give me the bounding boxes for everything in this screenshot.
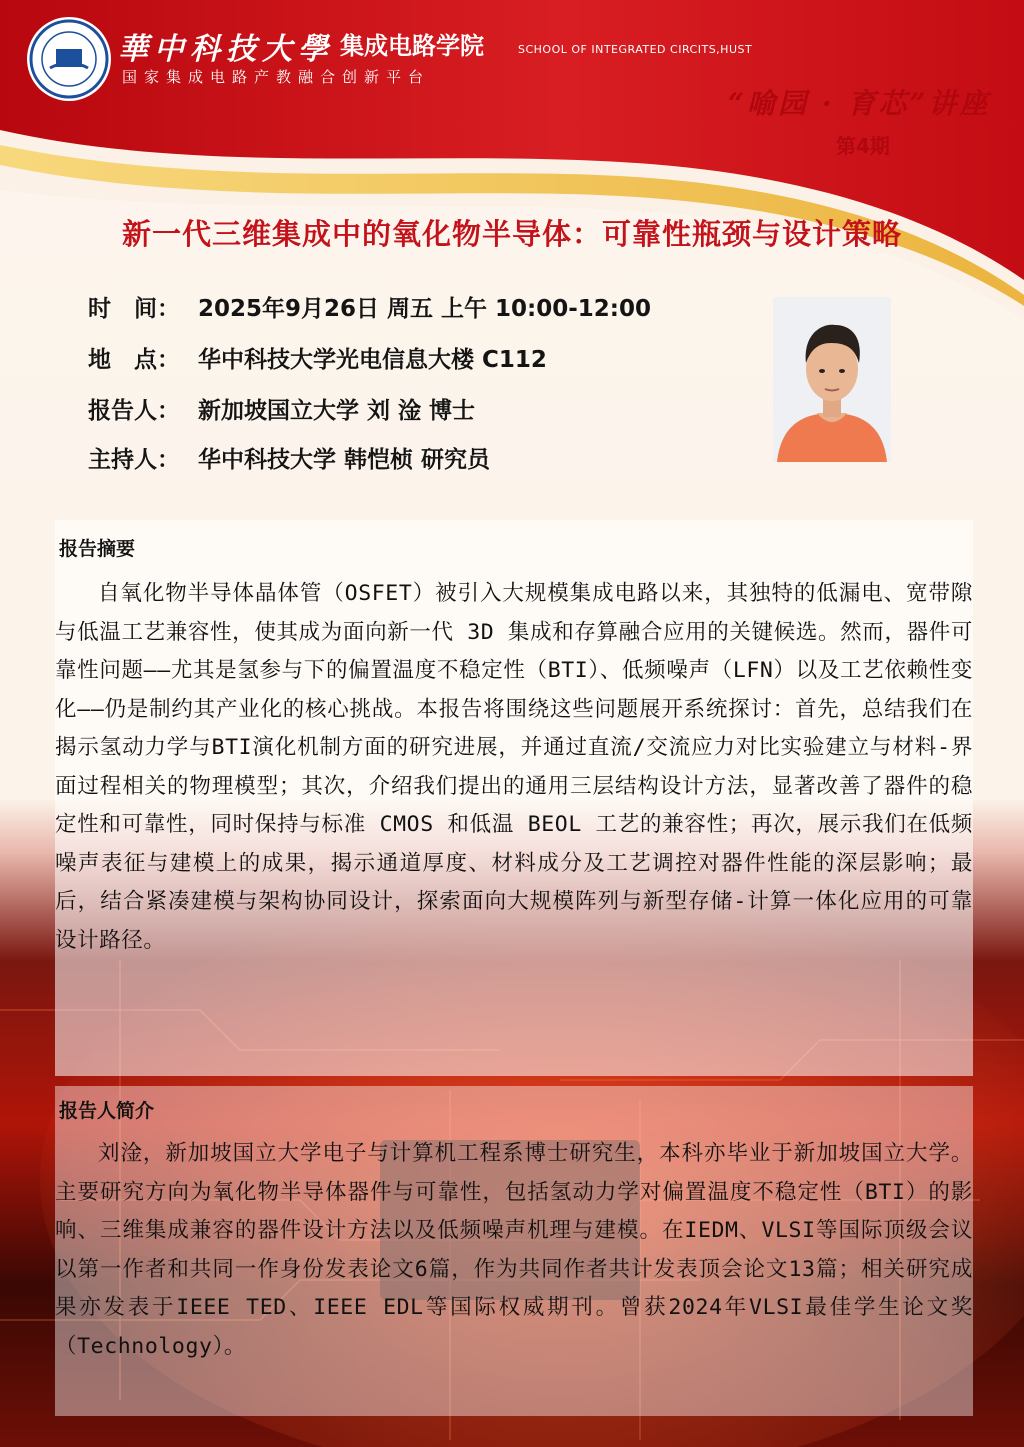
speaker-value: 新加坡国立大学 刘 淦 博士 [198, 398, 476, 424]
bio-heading: 报告人简介 [59, 1100, 155, 1122]
speaker-photo [773, 297, 891, 462]
abstract-text: 自氧化物半导体晶体管（OSFET）被引入大规模集成电路以来，其独特的低漏电、宽带隙与低温工艺兼容性，使其成为面向新一代 3D 集成和存算融合应用的关键候选。然而，器件可靠性问题——尤其是氢参与下的偏置温度不稳定性（BTI）、低频噪声（LFN）以及工艺依赖性变化——仍是制约其产业化的核心挑战。本报告将围绕这些问题展开系统探讨：首先，总结我们在揭示氢动力学与BTI演化机制方面的研究进展，并通过直流/交流应力对比实验建立与材料-界面过程相关的物理模型；其次，介绍我们提出的通用三层结构设计方法，显著改善了器件的稳定性和可靠性，同时保持与标准 CMOS 和低温 BEOL 工艺的兼容性；再次，展示我们在低频噪声表征与建模上的成果，揭示通道厚度、材料成分及工艺调控对器件性能的深层影响；最后，结合紧凑建模与架构协同设计，探索面向大规模阵列与新型存储-计算一体化应用的可靠设计路径。 [55, 581, 973, 953]
place-value: 华中科技大学光电信息大楼 C112 [198, 347, 547, 373]
bio-section [55, 1086, 973, 1416]
abstract-section [55, 520, 973, 1076]
place-row [88, 341, 547, 374]
place-label: 地 点： [88, 347, 180, 373]
time-value: 2025年9月26日 周五 上午 10:00-12:00 [198, 296, 652, 322]
lecture-series: “喻园 · 育芯”讲座 [728, 87, 991, 120]
platform-name: 国家集成电路产教融合创新平台 [122, 68, 431, 86]
school-name: 華中科技大學 [118, 32, 334, 67]
speaker-label: 报告人： [88, 398, 180, 424]
bio-text: 刘淦，新加坡国立大学电子与计算机工程系博士研究生，本科亦毕业于新加坡国立大学。主要研究方向为氧化物半导体器件与可靠性，包括氢动力学对偏置温度不稳定性（BTI）的影响、三维集成兼容的器件设计方法以及低频噪声机理与建模。在IEDM、VLSI等国际顶级会议以第一作者和共同一作身份发表论文6篇，作为共同作者共计发表顶会论文13篇；相关研究成果亦发表于IEEE TED、IEEE EDL等国际权威期刊。曾获2024年VLSI最佳学生论文奖（Technology）。 [55, 1141, 973, 1359]
hust-logo [26, 16, 112, 102]
speaker-row [88, 392, 475, 425]
issue-number: 第4期 [836, 134, 890, 158]
institute-name-en: SCHOOL OF INTEGRATED CIRCITS,HUST [518, 43, 753, 56]
time-row [88, 290, 651, 323]
host-label: 主持人： [88, 447, 180, 473]
abstract-heading: 报告摘要 [59, 538, 136, 560]
host-value: 华中科技大学 韩恺桢 研究员 [198, 447, 491, 473]
time-label: 时 间： [88, 296, 180, 322]
host-row [88, 441, 490, 474]
institute-name-cn: 集成电路学院 [340, 32, 484, 60]
talk-title: 新一代三维集成中的氧化物半导体：可靠性瓶颈与设计策略 [121, 217, 902, 251]
